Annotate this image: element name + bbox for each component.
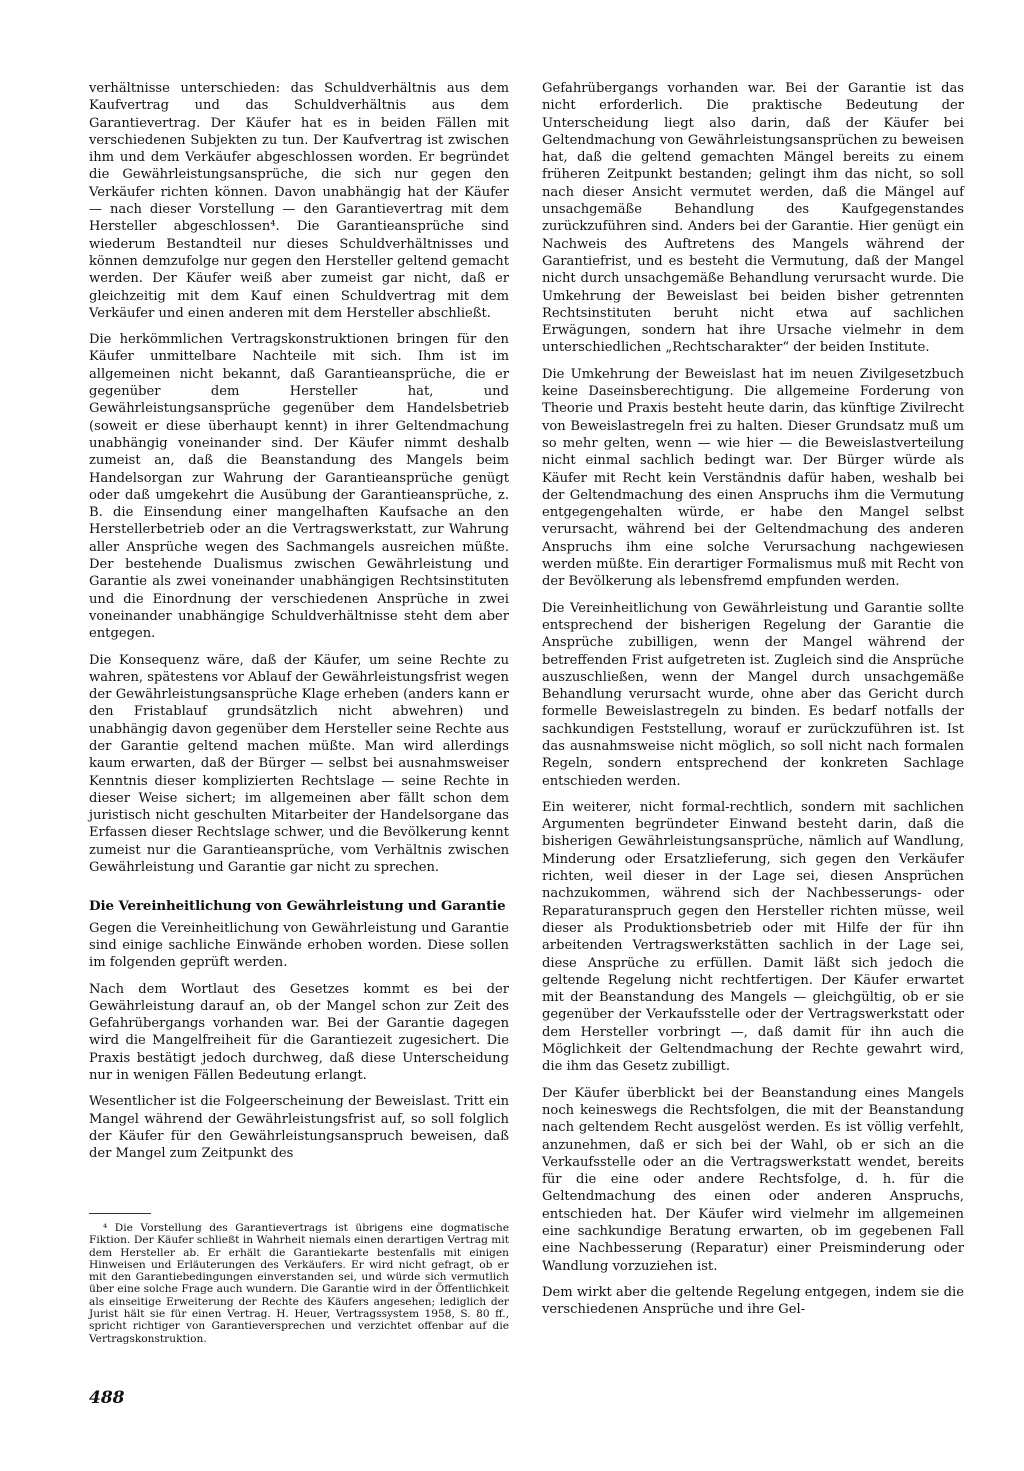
paragraph: Nach dem Wortlaut des Gesetzes kommt es bei der Gewährleistung darauf an, ob der Mangel schon zur Zeit des Gefahrübergangs vorhanden war. Bei der Garantie dagegen wird die Mangelfreiheit für die Garantiezeit zugesichert. Die Praxis bestätigt jedoch durchweg, daß diese Unterscheidung nur in wenigen Fällen Bedeutung erlangt. (89, 981, 509, 1084)
section-heading: Die Vereinheitlichung von Gewährleistung und Garantie (89, 898, 506, 915)
left-column (89, 80, 509, 1172)
paragraph: Die Vereinheitlichung von Gewährleistung und Garantie sollte entsprechend der bisherigen Regelung der Garantie die Ansprüche zubilligen, wenn der Mangel während der betreffenden Frist aufgetreten ist. Zugleich sind die Ansprüche auszuschließen, wenn der Mangel durch unsachgemäße Behandlung verursacht wurde, ohne aber das Gericht durch formelle Beweislastregeln zu binden. Es bedarf notfalls der sachkundigen Feststellung, worauf er zurückzuführen ist. Ist das ausnahmsweise nicht möglich, so soll nicht nach formalen Regeln, sondern entsprechend der konkreten Sachlage entschieden werden. (542, 600, 964, 789)
paragraph: verhältnisse unterschieden: das Schuldverhältnis aus dem Kaufvertrag und das Schuldverhältnis aus dem Garantievertrag. Der Käufer hat es in beiden Fällen mit verschiedenen Subjekten zu tun. Der Kaufvertrag ist zwischen ihm und dem Verkäufer abgeschlossen worden. Er begründet die Gewährleistungsansprüche, die sich nur gegen den Verkäufer richten können. Davon unabhängig hat der Käufer — nach dieser Vorstellung — den Garantievertrag mit dem Hersteller abgeschlossen⁴. Die Garantieansprüche sind wiederum Bestandteil nur dieses Schuldverhältnisses und können demzufolge nur gegen den Hersteller geltend gemacht werden. Der Käufer weiß aber zumeist gar nicht, daß er gleichzeitig mit dem Kauf einen Schuldvertrag mit dem Verkäufer und einen anderen mit dem Hersteller abschließt. (89, 81, 509, 321)
footnote-text: ⁴ Die Vorstellung des Garantievertrags ist übrigens eine dogmatische Fiktion. Der Käufer schließt in Wahrheit niemals einen derartigen Vertrag mit dem Hersteller ab. Er erhält die Garantiekarte bestenfalls mit einigen Hinweisen und Erläuterungen des Verkäufers. Er wird nicht gefragt, ob er mit den Garantiebedingungen einverstanden sei, und würde sich vermutlich über eine solche Frage auch wundern. Die Garantie wird in der Öffentlichkeit als einseitige Erweiterung der Rechte des Käufers angesehen; lediglich der Jurist hält sie für einen Vertrag. H. Heuer, Vertragssystem 1958, S. 80 ff., spricht richtiger von Garantieversprechen und verzichtet offenbar auf die Vertragskonstruktion. (89, 1222, 509, 1345)
paragraph: Gefahrübergangs vorhanden war. Bei der Garantie ist das nicht erforderlich. Die praktische Bedeutung der Unterscheidung liegt also darin, daß der Käufer bei Geltendmachung von Gewährleistungsansprüchen zu beweisen hat, daß die geltend gemachten Mängel bereits zu einem früheren Zeitpunkt bestanden; gelingt ihm das nicht, so soll nach dieser Ansicht vermutet werden, daß die Mängel auf unsachgemäße Behandlung des Kaufgegenstandes zurückzuführen sind. Anders bei der Garantie. Hier genügt ein Nachweis des Auftretens des Mangels während der Garantiefrist, und es besteht die Vermutung, daß der Mangel nicht durch unsachgemäße Behandlung verursacht wurde. Die Umkehrung der Beweislast bei beiden bisher getrennten Rechtsinstituten beruht nicht etwa auf sachlichen Erwägungen, sondern hat ihre Ursache vielmehr in dem unterschiedlichen „Rechtscharakter“ der beiden Institute. (542, 81, 964, 356)
right-column (542, 80, 964, 1327)
paragraph: Gegen die Vereinheitlichung von Gewährleistung und Garantie sind einige sachliche Einwände erhoben worden. Diese sollen im folgenden geprüft werden. (89, 920, 509, 971)
paragraph: Die Umkehrung der Beweislast hat im neuen Zivilgesetzbuch keine Daseinsberechtigung. Die allgemeine Forderung von Theorie und Praxis besteht heute darin, das künftige Zivilrecht von Beweislastregeln frei zu halten. Dieser Grundsatz muß um so mehr gelten, wenn — wie hier — die Beweislastverteilung nicht einmal sachlich bedingt war. Der Bürger würde als Käufer mit Recht kein Verständnis dafür haben, weshalb bei der Geltendmachung des einen Anspruchs ihm die Vermutung entgegengehalten würde, er habe den Mangel selbst verursacht, während bei der Geltendmachung des anderen Anspruchs ihm eine solche Verursachung nachgewiesen werden müßte. Ein derartiger Formalismus muß mit Recht von der Bevölkerung als lebensfremd empfunden werden. (542, 366, 964, 590)
paragraph: Die Konsequenz wäre, daß der Käufer, um seine Rechte zu wahren, spätestens vor Ablauf der Gewährleistungsfrist wegen der Gewährleistungsansprüche Klage erheben (anders kann er den Fristablauf grundsätzlich nicht abwehren) und unabhängig davon gegenüber dem Hersteller seine Rechte aus der Garantie geltend machen müßte. Man wird allerdings kaum erwarten, daß der Bürger — selbst bei ausnahmsweiser Kenntnis dieser komplizierten Rechtslage — seine Rechte in dieser Weise sichert; im allgemeinen aber fällt schon dem juristisch nicht geschulten Mitarbeiter der Handelsorgane das Erfassen dieser Rechtslage schwer, und die Bevölkerung kennt zumeist nur die Garantieansprüche, vom Verhältnis zwischen Gewährleistung und Garantie gar nicht zu sprechen. (89, 652, 509, 876)
footnote-divider (89, 1213, 151, 1214)
footnote (89, 1222, 509, 1345)
paragraph: Der Käufer überblickt bei der Beanstandung eines Mangels noch keineswegs die Rechtsfolgen, die mit der Beanstandung nach geltendem Recht ausgelöst werden. Es ist völlig verfehlt, anzunehmen, daß er sich bei der Wahl, ob er sich an die Verkaufsstelle oder an die Vertragswerkstatt wendet, bereits für die eine oder andere Rechtsfolge, d. h. für die Geltendmachung des einen oder anderen Anspruchs, entschieden hat. Der Käufer wird vielmehr im allgemeinen eine sachkundige Beratung erwarten, ob im gegebenen Fall eine Nachbesserung (Reparatur) einer Preisminderung oder Wandlung vorzuziehen ist. (542, 1085, 964, 1274)
paragraph: Dem wirkt aber die geltende Regelung entgegen, indem sie die verschiedenen Ansprüche und ihre Gel- (542, 1284, 964, 1318)
paragraph: Ein weiterer, nicht formal-rechtlich, sondern mit sachlichen Argumenten begründeter Einwand besteht darin, daß die bisherigen Gewährleistungsansprüche, nämlich auf Wandlung, Minderung oder Ersatzlieferung, sich gegen den Verkäufer richten, weil dieser in der Lage sei, diesen Ansprüchen nachzukommen, während sich der Nachbesserungs- oder Reparaturanspruch gegen den Hersteller richten müsse, weil dieser als Produktionsbetrieb oder mit Hilfe der für ihn arbeitenden Vertragswerkstätten sachlich in der Lage sei, diese Ansprüche zu erfüllen. Damit läßt sich jedoch die geltende Regelung nicht rechtfertigen. Der Käufer erwartet mit der Beanstandung des Mangels — gleichgültig, ob er sie gegenüber der Verkaufsstelle oder der Vertragswerkstatt oder dem Hersteller vorbringt —, daß damit für ihn auch die Möglichkeit der Geltendmachung der Rechte gewahrt wird, die ihm das Gesetz zubilligt. (542, 799, 964, 1075)
page-number: 488 (89, 1388, 125, 1408)
paragraph: Die herkömmlichen Vertragskonstruktionen bringen für den Käufer unmittelbare Nachteile mit sich. Ihm ist im allgemeinen nicht bekannt, daß Garantieansprüche, die er gegenüber dem Hersteller hat, und Gewährleistungsansprüche gegenüber dem Handelsbetrieb (soweit er diese überhaupt kennt) in ihrer Geltendmachung unabhängig voneinander sind. Der Käufer nimmt deshalb zumeist an, daß die Beanstandung des Mangels beim Handelsorgan zur Wahrung der Garantieansprüche genügt oder daß umgekehrt die Ausübung der Garantieansprüche, z. B. die Einsendung einer mangelhaften Kaufsache an den Herstellerbetrieb oder an die Vertragswerkstatt, zur Wahrung aller Ansprüche wegen des Sachmangels ausreichen müßte. Der bestehende Dualismus zwischen Gewährleistung und Garantie als zwei voneinander unabhängigen Rechtsinstituten und die Einordnung der verschiedenen Ansprüche in zwei voneinander unabhängige Schuldverhältnisse steht dem aber entgegen. (89, 332, 509, 642)
paragraph: Wesentlicher ist die Folgeerscheinung der Beweislast. Tritt ein Mangel während der Gewährleistungsfrist auf, so soll folglich der Käufer für den Gewährleistungsanspruch beweisen, daß der Mangel zum Zeitpunkt des (89, 1094, 509, 1162)
